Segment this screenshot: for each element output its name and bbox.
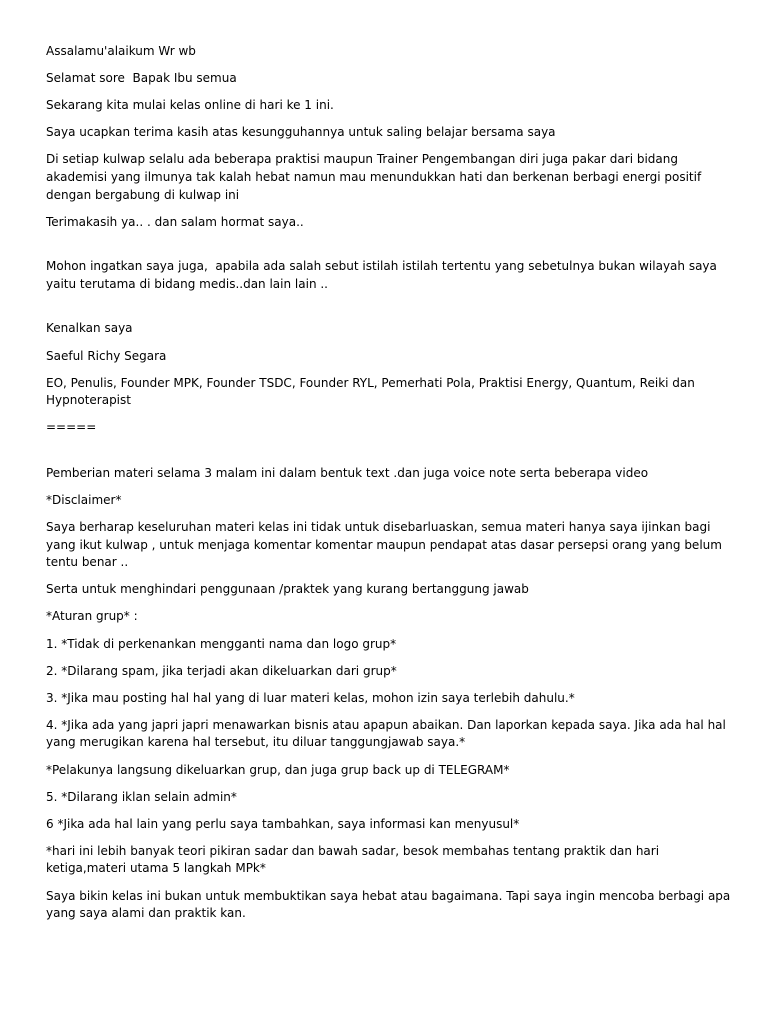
rule-item: 1. *Tidak di perkenankan mengganti nama dan logo grup* — [46, 636, 397, 651]
disclaimer-heading: *Disclaimer* — [46, 493, 122, 507]
disclaimer-paragraph: Saya berharap keseluruhan materi kelas ini tidak untuk disebarluaskan, semua materi hanya saya ijinkan bagi yang ikut kulwap , untuk menjaga komentar komentar maupun pendapat atas dasar persepsi orang yang belum tentu benar .. — [46, 520, 726, 570]
schedule-paragraph: *hari ini lebih banyak teori pikiran sadar dan bawah sadar, besok membahas tentang praktik dan hari ketiga,materi utama 5 langkah MPk* — [46, 843, 663, 876]
author-titles: EO, Penulis, Founder MPK, Founder TSDC, Founder RYL, Pemerhati Pola, Praktisi Energy, Quantum, Reiki dan Hypnoterapist — [46, 375, 699, 408]
section-divider: ===== — [46, 420, 97, 435]
thanks-paragraph: Saya ucapkan terima kasih atas kesungguhannya untuk saling belajar bersama saya — [46, 125, 556, 140]
rule-item: 3. *Jika mau posting hal hal yang di luar materi kelas, mohon izin saya terlebih dahulu.* — [46, 690, 575, 705]
reminder-paragraph: Mohon ingatkan saya juga, apabila ada salah sebut istilah istilah tertentu yang sebetulnya bukan wilayah saya yaitu terutama di bidang medis..dan lain lain .. — [46, 259, 721, 291]
salutation-paragraph: Selamat sore Bapak Ibu semua — [46, 71, 237, 86]
material-format-paragraph: Pemberian materi selama 3 malam ini dalam bentuk text .dan juga voice note serta beberapa video — [46, 465, 649, 480]
responsibility-paragraph: Serta untuk menghindari penggunaan /praktek yang kurang bertanggung jawab — [46, 582, 529, 597]
kulwap-paragraph: Di setiap kulwap selalu ada beberapa praktisi maupun Trainer Pengembangan diri juga pakar dari bidang akademisi yang ilmunya tak kalah hebat namun mau menundukkan hati dan berkenan berbagi energi positif dengan bergabung di kulwap ini — [46, 152, 705, 202]
document-page — [46, 43, 736, 932]
rule-item: 6 *Jika ada hal lain yang perlu saya tambahkan, saya informasi kan menyusul* — [46, 816, 520, 831]
rule-item: 5. *Dilarang iklan selain admin* — [46, 789, 237, 804]
author-name: Saeful Richy Segara — [46, 348, 167, 363]
regards-paragraph: Terimakasih ya.. . dan salam hormat saya.. — [46, 214, 304, 229]
class-start-paragraph: Sekarang kita mulai kelas online di hari ke 1 ini. — [46, 98, 334, 113]
rule-item: 4. *Jika ada yang japri japri menawarkan bisnis atau apapun abaikan. Dan laporkan kepada saya. Jika ada hal hal yang merugikan karena hal tersebut, itu diluar tanggungjawab saya.* — [46, 717, 730, 750]
introduction-heading: Kenalkan saya — [46, 321, 133, 336]
purpose-paragraph: Saya bikin kelas ini bukan untuk membuktikan saya hebat atau bagaimana. Tapi saya ingin mencoba berbagi apa yang saya alami dan praktik kan. — [46, 888, 735, 921]
rule-note: *Pelakunya langsung dikeluarkan grup, dan juga grup back up di TELEGRAM* — [46, 762, 510, 777]
rule-item: 2. *Dilarang spam, jika terjadi akan dikeluarkan dari grup* — [46, 663, 397, 678]
greeting-paragraph: Assalamu'alaikum Wr wb — [46, 44, 196, 58]
group-rules-heading: *Aturan grup* : — [46, 609, 138, 624]
